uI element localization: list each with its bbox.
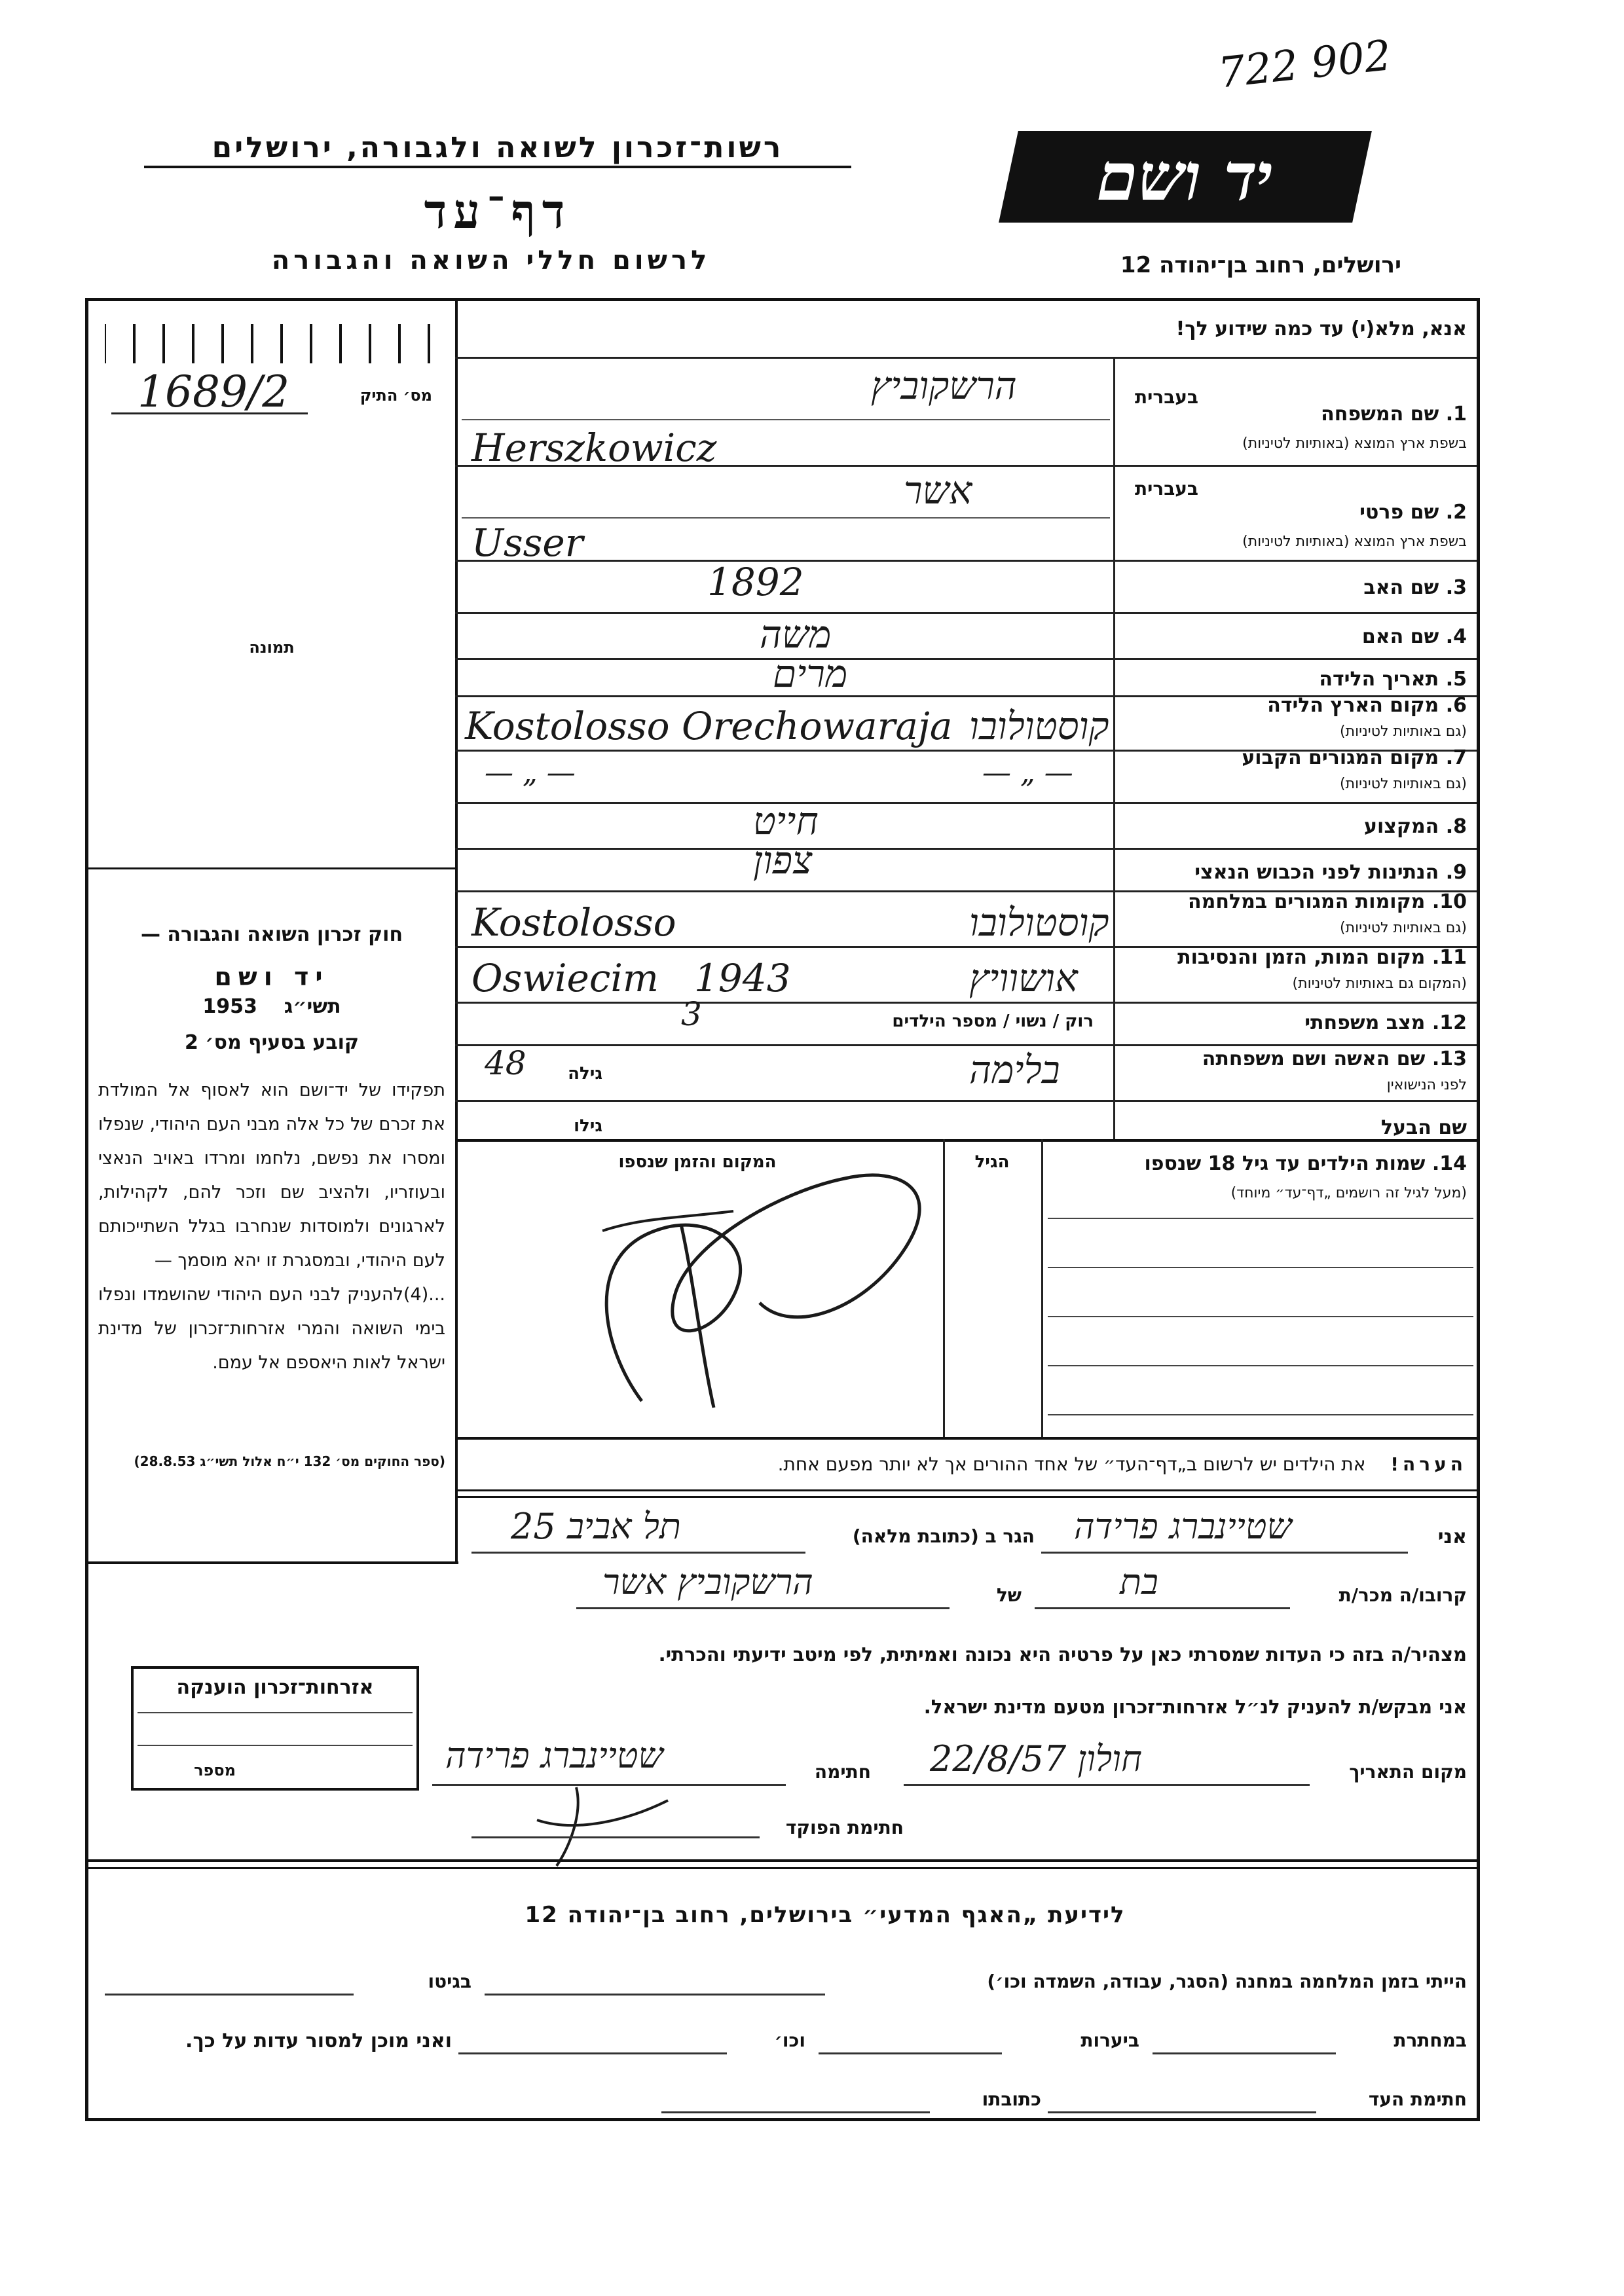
children-table-title: שמות הילדים עד גיל 18 שנספו — [1144, 1152, 1426, 1175]
field-2-sub-hebrew: בעברית — [1134, 478, 1198, 500]
children-table-label — [1048, 1152, 1467, 1175]
footer-forests-line[interactable] — [819, 2052, 1002, 2054]
field-7-name: מקום המגורים הקבוע — [1242, 746, 1439, 769]
footer-etc-label: וכו׳ — [774, 2030, 805, 2051]
field-4-number: 4. — [1445, 625, 1467, 648]
declarant-name[interactable]: שטיינברג פרידה — [1074, 1506, 1292, 1547]
field-6-name: מקום הארץ הלידה — [1267, 694, 1439, 717]
footer-underground-line[interactable] — [1153, 2052, 1336, 2054]
signature-flourish — [498, 1781, 694, 1872]
field-2-line-split — [462, 517, 1110, 519]
field-6-label — [1120, 694, 1467, 717]
field-10-label — [1120, 890, 1467, 913]
field-6-sub: (גם באותיות לטיניות) — [1340, 723, 1467, 740]
footer-divider — [85, 1867, 1480, 1869]
law-title: חוק זכרון השואה והגבורה — — [140, 923, 403, 946]
field-9-value[interactable]: צפון — [753, 838, 813, 883]
row-divider — [455, 802, 1477, 804]
field-4-label — [1120, 625, 1467, 648]
row-divider — [455, 658, 1477, 660]
field-2-value-latin[interactable]: Usser — [471, 520, 583, 565]
place-date-value[interactable]: חולון 22/8/57 — [930, 1738, 1142, 1779]
field-2-sub-latin: בשפת ארץ המוצא (באותיות לטיניות) — [1242, 534, 1467, 550]
file-number-underline — [111, 412, 308, 414]
declarant-residing-label: הגר ב (כתובת מלאה) — [852, 1525, 1035, 1547]
children-row-line[interactable] — [1048, 1218, 1473, 1219]
footer-ghetto-label: בגיטו — [428, 1971, 471, 1992]
field-12-options: רוק / נשוי / מספר הילדים — [892, 1011, 1094, 1031]
section-divider — [455, 1496, 1477, 1498]
footer-address-line[interactable] — [661, 2111, 930, 2113]
field-13-name: שם האשה ושם משפחתה — [1202, 1048, 1426, 1070]
footer-title: לידיעת „האגף המדעי״ בירושלים, רחוב בן־יהודה 12 — [525, 1902, 1126, 1928]
field-13-age-label: גילה — [568, 1064, 602, 1084]
of-label: של — [996, 1584, 1022, 1606]
field-11-name: מקום המות, הזמן והנסיבות — [1177, 946, 1426, 969]
field-3-label — [1120, 576, 1467, 599]
stamp-box-line — [138, 1712, 413, 1713]
footer-forests-label: ביערות — [1080, 2030, 1139, 2051]
field-2-label — [1257, 501, 1467, 524]
handwritten-scribble — [563, 1152, 969, 1427]
field-11-number: 11. — [1431, 946, 1467, 969]
field-8-number: 8. — [1445, 815, 1467, 838]
declarant-i-label: אני — [1437, 1525, 1467, 1548]
note-label: הערה! — [1390, 1453, 1467, 1475]
archive-serial-number: 722 902 — [1215, 31, 1393, 98]
yad-vashem-logo: יד ושם — [999, 131, 1372, 223]
field-1-name: שם המשפחה — [1321, 403, 1439, 426]
request-text: אני מבקש/ת להעניק לנ״ל אזרחות־זכרון מטעם מדינת ישראל. — [923, 1696, 1467, 1718]
field-6-number: 6. — [1445, 694, 1467, 717]
children-row-line[interactable] — [1048, 1365, 1473, 1366]
field-13-number: 13. — [1431, 1048, 1467, 1070]
field-13-label — [1120, 1048, 1467, 1070]
officer-signature-label: חתימת הפוקד — [785, 1817, 904, 1838]
field-12-value[interactable]: 3 — [681, 995, 702, 1033]
row-divider — [455, 1002, 1477, 1004]
relation-value[interactable]: בת — [1120, 1561, 1158, 1603]
field-7-label — [1120, 746, 1467, 769]
officer-signature-line — [471, 1836, 760, 1838]
law-name: יד ושם — [214, 962, 329, 991]
field-12-name: מצב משפחתי — [1304, 1011, 1426, 1034]
footer-testify-text: ואני מוכן למסור עדות על כך. — [185, 2030, 452, 2052]
field-13-sub: לפני הנישואין — [1386, 1077, 1467, 1093]
field-3-name: שם האב — [1363, 576, 1439, 599]
place-date-label: מקום התאריך — [1349, 1761, 1467, 1783]
authority-name: רשות־זכרון לשואה ולגבורה, ירושלים — [144, 131, 851, 168]
field-7-number: 7. — [1445, 746, 1467, 769]
signature-value[interactable]: שטיינברג פרידה — [445, 1735, 663, 1776]
row-divider — [455, 560, 1477, 562]
law-source: (ספר החוקים מס׳ 132 י״ח אלול תשי״ג 28.8.53) — [134, 1453, 445, 1469]
law-text-part-2: ...(4)להעניק לבני העם היהודי שהושמדו ונפלו בימי השואה והמרי אזרחות־זכרון של מדינת ישראל לאות היאספם אל עמם. — [98, 1285, 445, 1373]
stamp-box-title: אזרחות־זכרון הוענקה — [176, 1676, 374, 1699]
field-4-name: שם האם — [1361, 625, 1439, 648]
field-1-value-hebrew[interactable]: הרשקוביץ — [871, 363, 1017, 408]
photo-area-divider — [88, 867, 455, 869]
field-1-number: 1. — [1445, 403, 1467, 426]
field-5-label — [1120, 668, 1467, 691]
children-table-sub: (מעל לגיל זה רושמים „דף־עד״ מיוחד) — [1230, 1185, 1467, 1201]
form-title: דף־עד — [424, 183, 572, 239]
field-10-name: מקומות המגורים במלחמה — [1188, 890, 1426, 913]
law-year: 1953 — [202, 995, 257, 1018]
field-1-sub-latin: בשפת ארץ המוצא (באותיות לטיניות) — [1242, 435, 1467, 452]
law-clause: קובע בסעיף מס׳ 2 — [184, 1031, 360, 1054]
row-divider — [455, 1044, 1477, 1046]
husband-age-label: גילו — [574, 1116, 602, 1136]
field-10-value-hebrew[interactable]: קוסטולובו — [969, 900, 1109, 945]
field-7-value-hebrew[interactable]: — „ — — [982, 756, 1073, 790]
field-9-label — [1120, 861, 1467, 884]
children-col-age: הגיל — [974, 1152, 1010, 1172]
relation-label: קרובו/ה מכר/ת — [1338, 1584, 1467, 1606]
field-1-sub-hebrew: בעברית — [1134, 386, 1198, 408]
note — [471, 1453, 1467, 1475]
field-13-age-value[interactable]: 48 — [485, 1044, 526, 1082]
field-11-value-year[interactable]: 1943 — [694, 956, 791, 1000]
row-divider — [455, 357, 1477, 359]
note-text: את הילדים יש לרשום ב„דף־העד״ של אחד ההורים אך לא יותר מפעם אחת. — [777, 1453, 1366, 1475]
institution-address: ירושלים, רחוב בן־יהודה 12 — [1120, 252, 1401, 278]
field-13-value[interactable]: בלימה — [969, 1048, 1060, 1092]
field-7-value-latin[interactable]: — „ — — [485, 756, 576, 790]
law-text-part-1: תפקידו של יד־ושם הוא לאסוף אל המולדת את זכרם של כל אלה מבני העם היהודי, שנפלו ומסרו את נפשם, נלחמו ומרדו באויב הנאצי ובעוזריו, ולהציב שם וזכר להם, לקהילות, לארגונים ולמוסדות שנחרבו בגלל השתייכותם לעם היהודי, ובמסגרת זו יהא מוסמך — — [98, 1080, 445, 1271]
of-value[interactable]: הרשקוביץ אשר — [602, 1561, 813, 1603]
field-8-value[interactable]: חייט — [753, 799, 819, 843]
field-11-value-hebrew[interactable]: אושוויץ — [969, 956, 1078, 1000]
field-8-name: המקצוע — [1363, 815, 1439, 838]
label-column-divider — [1113, 357, 1115, 1139]
place-date-line — [904, 1784, 1310, 1786]
section-divider — [455, 1489, 1477, 1491]
footer-camp-label: הייתי בזמן המלחמה במחנה (הסגר, עבודה, השמדה וכו׳) — [987, 1971, 1467, 1992]
field-7-sub: (גם באותיות לטיניות) — [1340, 776, 1467, 792]
form-subtitle: לרשום חללי השואה והגבורה — [271, 246, 711, 276]
law-year-hebrew: תשי״ג — [284, 995, 341, 1018]
field-1-label — [1257, 403, 1467, 426]
field-3-value[interactable]: 1892 — [707, 560, 804, 604]
stamp-box-line — [138, 1745, 413, 1746]
file-number-value: 1689/2 — [138, 367, 290, 417]
of-line — [576, 1607, 950, 1609]
field-5-number: 5. — [1445, 668, 1467, 691]
signature-label: חתימה — [814, 1761, 871, 1783]
field-10-value-latin[interactable]: Kostolosso — [471, 900, 676, 945]
field-12-label — [1120, 1011, 1467, 1034]
field-3-number: 3. — [1445, 576, 1467, 599]
relation-line — [1035, 1607, 1290, 1609]
children-row-line[interactable] — [1048, 1316, 1473, 1317]
field-6-value-hebrew[interactable]: קוסטולובו — [969, 704, 1109, 748]
tick-marks-graphic — [105, 324, 445, 363]
field-11-sub: (המקום גם באותיות לטיניות) — [1292, 975, 1467, 992]
declarant-name-line — [1041, 1552, 1408, 1554]
footer-camp-line[interactable] — [485, 1994, 825, 1995]
children-name-column-divider — [1041, 1139, 1043, 1437]
footer-divider — [85, 1859, 1480, 1862]
field-2-value-hebrew[interactable]: אשר — [904, 468, 972, 513]
field-9-name: הנתינות לפני הכבוש הנאצי — [1194, 861, 1439, 884]
field-4-value[interactable]: משה — [760, 612, 832, 657]
footer-witness-signature-line[interactable] — [1048, 2111, 1316, 2113]
declarant-address[interactable]: תל אביב 25 — [511, 1506, 681, 1547]
declarant-address-line — [471, 1552, 805, 1554]
section-divider — [455, 1437, 1477, 1440]
law-text — [98, 1074, 445, 1380]
field-8-label — [1120, 815, 1467, 838]
children-table-number: 14. — [1431, 1152, 1467, 1175]
field-1-value-latin[interactable]: Herszkowicz — [471, 426, 717, 470]
footer-witness-signature-label: חתימת העד — [1368, 2088, 1467, 2110]
field-10-number: 10. — [1431, 890, 1467, 913]
left-column-bottom — [85, 1561, 458, 1564]
field-12-number: 12. — [1431, 1011, 1467, 1034]
children-row-line[interactable] — [1048, 1414, 1473, 1415]
field-11-label — [1120, 946, 1467, 969]
field-6-value-latin[interactable]: Kostolosso Orechowaraja — [465, 704, 953, 748]
row-divider — [455, 848, 1477, 850]
stamp-box-number-label: מספר — [194, 1761, 236, 1779]
field-10-sub: (גם באותיות לטיניות) — [1340, 920, 1467, 936]
file-number-ticks — [105, 324, 445, 363]
footer-ghetto-line[interactable] — [105, 1994, 354, 1995]
children-col-place: המקום והזמן שנספו — [618, 1152, 777, 1172]
field-5-value[interactable]: מרים — [773, 651, 848, 696]
footer-address-label: כתובתו — [982, 2088, 1041, 2110]
husband-name-label: שם הבעל — [1380, 1116, 1467, 1139]
field-9-number: 9. — [1445, 861, 1467, 884]
photo-label: תמונה — [249, 638, 295, 657]
file-number-label: מס׳ התיק — [360, 386, 432, 405]
declaration-text: מצהיר/ה בזה כי העדות שמסרתי כאן על פרטיה היא נכונה ואמיתית, לפי מיטב ידיעתי והכרתי. — [658, 1643, 1467, 1666]
children-row-line[interactable] — [1048, 1267, 1473, 1268]
law-date — [95, 995, 449, 1018]
fill-instruction: אנא, מלא(י) עד כמה שידוע לך! — [1175, 318, 1467, 340]
row-divider — [455, 612, 1477, 614]
field-1-line-split — [462, 419, 1110, 420]
field-5-name: תאריך הלידה — [1319, 668, 1439, 691]
footer-etc-line[interactable] — [458, 2052, 727, 2054]
field-2-name: שם פרטי — [1359, 501, 1439, 524]
row-divider — [455, 465, 1477, 467]
footer-underground-label: במחתרת — [1393, 2030, 1467, 2051]
field-2-number: 2. — [1445, 501, 1467, 524]
section-divider — [455, 1139, 1477, 1142]
field-11-value-latin[interactable]: Oswiecim — [471, 956, 659, 1000]
row-divider — [455, 1100, 1477, 1102]
